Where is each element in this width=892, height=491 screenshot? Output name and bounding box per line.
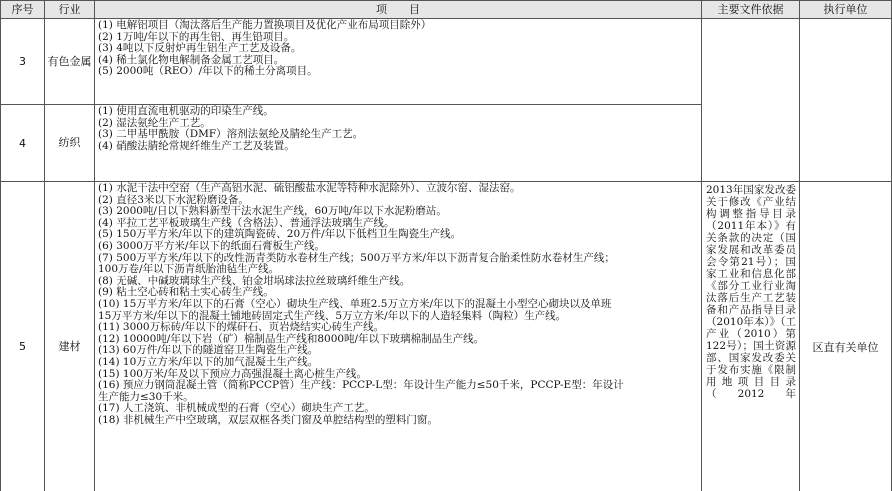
item-line: (17) 人工浇筑、非机械成型的石膏（空心）砌块生产工艺。 bbox=[98, 402, 375, 415]
basis-cell: 2013年国家发改委关于修改《产业结构调整指导目录（2011年本）》有关条款的决定（国家发展和改革委员会令第21号）；国家工业和信息化部《部分工业行业淘汰落后生产工艺装备和产品指导目录（2010年本）》（工产业（2010）第122号）；国土资源部、国家发改委关于发布实施《限制用地项目目录（2012年 bbox=[702, 182, 800, 491]
header-no: 序号 bbox=[1, 1, 45, 19]
item-line: (1) 使用直流电机驱动的印染生产线。 bbox=[98, 105, 274, 117]
industry-cell: 有色金属 bbox=[45, 19, 95, 105]
item-line: (10) 15万平方米/年以下的石膏（空心）砌块生产线、单班2.5万立方米/年以下的混凝土小型空心砌块以及单班 bbox=[98, 297, 612, 310]
item-line: (3) 二甲基甲酰胺（DMF）溶剂法氨纶及腈纶生产工艺。 bbox=[98, 128, 364, 141]
header-items: 项 目 bbox=[95, 1, 702, 19]
item-line: 100万卷/年以下沥青纸胎油毡生产线。 bbox=[98, 263, 280, 276]
row-number: 4 bbox=[1, 105, 45, 182]
item-line: 15万平方米/年以下的混凝土铺地砖固定式生产线、5万立方米/年以下的人造轻集料（陶粒）生产线。 bbox=[98, 309, 567, 322]
industry-cell: 建材 bbox=[45, 182, 95, 491]
header-basis: 主要文件依据 bbox=[702, 1, 800, 19]
item-line: 生产能力≤30千米。 bbox=[98, 390, 194, 403]
item-line: (4) 平拉工艺平板玻璃生产线（含格法）、普通浮法玻璃生产线。 bbox=[98, 216, 395, 229]
item-line: (5) 150万平方米/年以下的建筑陶瓷砖、20万件/年以下低档卫生陶瓷生产线。 bbox=[98, 228, 462, 241]
item-line: (2) 湿法氨纶生产工艺。 bbox=[98, 116, 211, 129]
item-line: (16) 预应力钢筒混凝土管（简称PCCP管）生产线：PCCP-L型：年设计生产能力≤50千米，PCCP-E型：年设计 bbox=[98, 379, 624, 392]
row-number: 5 bbox=[1, 182, 45, 491]
header-industry: 行业 bbox=[45, 1, 95, 19]
industry-cell: 纺织 bbox=[45, 105, 95, 182]
item-line: (7) 500万平方米/年以下的改性沥青类防水卷材生产线；500万平方米/年以下沥青复合胎柔性防水卷材生产线； bbox=[98, 251, 615, 264]
item-line: (5) 2000吨（REO）/年以下的稀土分离项目。 bbox=[98, 65, 318, 78]
item-line: (11) 3000万标砖/年以下的煤矸石、页岩烧结实心砖生产线。 bbox=[98, 321, 385, 334]
item-line: (14) 10万立方米/年以下的加气混凝土生产线。 bbox=[98, 355, 319, 368]
unit-cell: 区直有关单位 bbox=[800, 182, 892, 491]
item-line: (2) 直径3米以下水泥粉磨设备。 bbox=[98, 193, 249, 206]
item-line: (18) 非机械生产中空玻璃，双层双框各类门窗及单腔结构型的塑料门窗。 bbox=[98, 413, 438, 426]
item-line: (4) 硝酸法腈纶常规纤维生产工艺及装置。 bbox=[98, 139, 295, 152]
table-row bbox=[1, 19, 892, 105]
header-row bbox=[1, 1, 892, 19]
basis-cell-empty bbox=[702, 19, 800, 182]
item-line: (3) 4吨以下反射炉再生铝生产工艺及设备。 bbox=[98, 42, 302, 55]
item-line: (1) 水泥干法中空窑（生产高铝水泥、硫铝酸盐水泥等特种水泥除外）、立波尔窑、湿法窑。 bbox=[98, 182, 521, 194]
items-cell bbox=[95, 19, 702, 105]
item-line: (2) 1万吨/年以下的再生铝、再生铅项目。 bbox=[98, 30, 295, 43]
item-line: (6) 3000万平方米/年以下的纸面石膏板生产线。 bbox=[98, 239, 325, 252]
table-row bbox=[1, 182, 892, 491]
item-line: (9) 粘土空心砖和粘土实心砖生产线。 bbox=[98, 286, 274, 299]
item-line: (4) 稀土氯化物电解制备金属工艺项目。 bbox=[98, 53, 285, 66]
items-cell bbox=[95, 105, 702, 182]
item-line: (3) 2000吨/日以下熟料新型干法水泥生产线，60万吨/年以下水泥粉磨站。 bbox=[98, 205, 447, 218]
items-cell bbox=[95, 182, 702, 491]
unit-cell-empty bbox=[800, 19, 892, 182]
item-line: (15) 100万米/年及以下预应力高强混凝土离心桩生产线。 bbox=[98, 367, 367, 380]
item-line: (12) 10000吨/年以下岩（矿）棉制品生产线和8000吨/年以下玻璃棉制品生产线。 bbox=[98, 332, 485, 345]
item-line: (13) 60万件/年以下的隧道窑卫生陶瓷生产线。 bbox=[98, 344, 319, 357]
item-line: (1) 电解铝项目（淘汰落后生产能力置换项目及优化产业布局项目除外） bbox=[98, 19, 432, 31]
row-number: 3 bbox=[1, 19, 45, 105]
header-unit: 执行单位 bbox=[800, 1, 892, 19]
item-line: (8) 无碱、中碱玻璃球生产线、铂金坩埚球法拉丝玻璃纤维生产线。 bbox=[98, 274, 411, 287]
